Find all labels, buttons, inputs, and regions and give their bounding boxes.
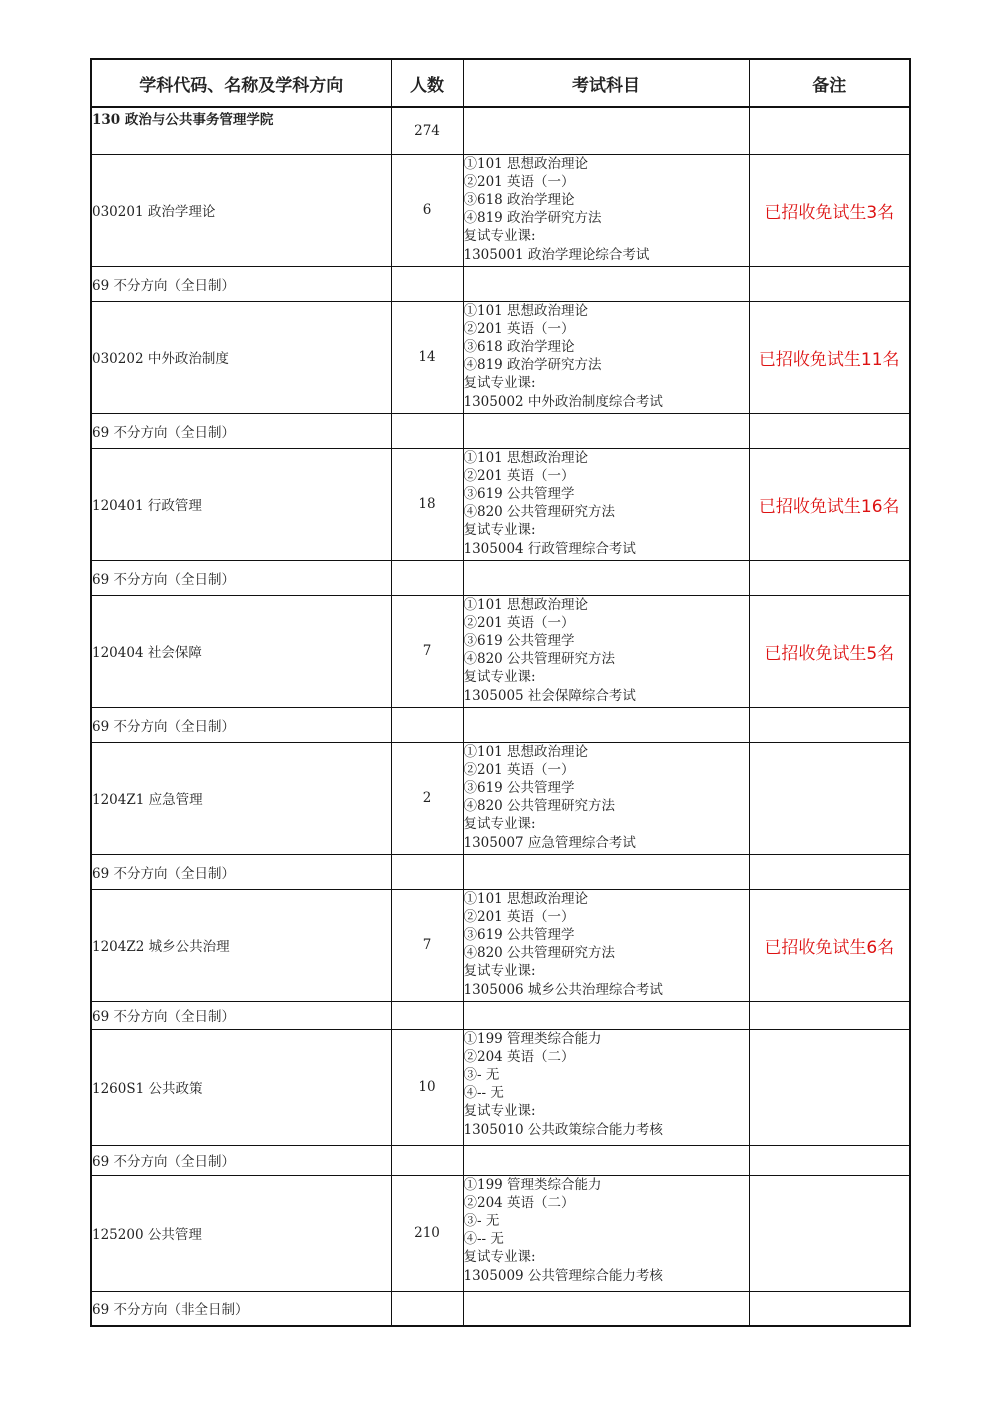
major-name: 120404 社会保障 (91, 595, 391, 707)
major-count: 7 (391, 595, 463, 707)
exam-subject-line: 复试专业课: (463, 228, 536, 245)
empty-cell (391, 1001, 463, 1029)
empty-cell (391, 560, 463, 595)
exam-subject-line: ②204 英语（二） (463, 1194, 575, 1211)
exam-subject-line: ①101 思想政治理论 (463, 743, 589, 760)
exam-subject-line: ④820 公共管理研究方法 (463, 651, 616, 668)
table-row (91, 595, 910, 707)
major-name: 030201 政治学理论 (91, 154, 391, 266)
empty-cell (391, 854, 463, 889)
exam-subject-line: ④-- 无 (463, 1231, 504, 1248)
exam-subject-line: ②201 英语（一） (463, 614, 575, 631)
exam-subject-line: ④819 政治学研究方法 (463, 210, 602, 227)
major-name: 1204Z1 应急管理 (91, 742, 391, 854)
major-count: 14 (391, 301, 463, 413)
department-row (91, 107, 910, 154)
exam-subjects (463, 742, 749, 854)
empty-cell (749, 1291, 910, 1326)
direction-name: 69 不分方向（全日制） (91, 707, 391, 742)
header-subjects: 考试科目 (463, 59, 749, 107)
empty-cell (391, 1291, 463, 1326)
exam-subject-line: 1305007 应急管理综合考试 (463, 834, 636, 851)
empty-cell (749, 707, 910, 742)
header-notes: 备注 (749, 59, 910, 107)
header-row (91, 59, 910, 107)
exam-subject-line: ④-- 无 (463, 1085, 504, 1102)
exam-subject-line: ①101 思想政治理论 (463, 155, 589, 172)
exempt-note: 已招收免试生6名 (749, 889, 910, 1001)
direction-name: 69 不分方向（非全日制） (91, 1291, 391, 1326)
exempt-note: 已招收免试生11名 (749, 301, 910, 413)
exam-subject-line: ④819 政治学研究方法 (463, 357, 602, 374)
exempt-note (749, 1029, 910, 1145)
exam-subject-line: ②201 英语（一） (463, 320, 575, 337)
exam-subjects (463, 301, 749, 413)
exam-subject-line: ②201 英语（一） (463, 467, 575, 484)
empty-cell (391, 707, 463, 742)
empty-cell (749, 1145, 910, 1175)
exam-subject-line: ②201 英语（一） (463, 761, 575, 778)
major-name: 1204Z2 城乡公共治理 (91, 889, 391, 1001)
exam-subject-line: ④820 公共管理研究方法 (463, 798, 616, 815)
empty-cell (391, 413, 463, 448)
direction-row (91, 707, 910, 742)
exam-subject-line: ③619 公共管理学 (463, 485, 575, 502)
empty-cell (749, 560, 910, 595)
direction-row (91, 854, 910, 889)
exam-subject-line: ①199 管理类综合能力 (463, 1030, 602, 1047)
major-count: 210 (391, 1175, 463, 1291)
exam-subject-line: 复试专业课: (463, 963, 536, 980)
major-count: 7 (391, 889, 463, 1001)
exam-subjects (463, 889, 749, 1001)
table-body (91, 107, 910, 1326)
exempt-note: 已招收免试生3名 (749, 154, 910, 266)
exam-subject-line: 1305002 中外政治制度综合考试 (463, 393, 663, 410)
department-name: 130 政治与公共事务管理学院 (91, 107, 391, 154)
exam-subject-line: 1305001 政治学理论综合考试 (463, 246, 650, 263)
exam-subjects (463, 595, 749, 707)
empty-cell (463, 1291, 749, 1326)
table-row (91, 1029, 910, 1145)
exam-subject-line: ①101 思想政治理论 (463, 890, 589, 907)
exam-subject-line: ④820 公共管理研究方法 (463, 504, 616, 521)
major-count: 6 (391, 154, 463, 266)
direction-name: 69 不分方向（全日制） (91, 413, 391, 448)
exam-subject-line: ③619 公共管理学 (463, 632, 575, 649)
exam-subject-line: ③- 无 (463, 1066, 500, 1083)
major-name: 030202 中外政治制度 (91, 301, 391, 413)
empty-cell (463, 1145, 749, 1175)
direction-name: 69 不分方向（全日制） (91, 266, 391, 301)
exam-subject-line: ③618 政治学理论 (463, 338, 575, 355)
empty-cell (463, 560, 749, 595)
empty-cell (463, 707, 749, 742)
exam-subject-line: ③619 公共管理学 (463, 779, 575, 796)
exam-subjects (463, 1029, 749, 1145)
direction-name: 69 不分方向（全日制） (91, 1145, 391, 1175)
exam-subject-line: 1305005 社会保障综合考试 (463, 687, 636, 704)
major-count: 2 (391, 742, 463, 854)
empty-cell (463, 266, 749, 301)
direction-name: 69 不分方向（全日制） (91, 854, 391, 889)
empty-cell (391, 266, 463, 301)
direction-row (91, 1291, 910, 1326)
table-row (91, 742, 910, 854)
direction-row (91, 413, 910, 448)
exam-subject-line: ③- 无 (463, 1212, 500, 1229)
empty-cell (463, 413, 749, 448)
exempt-note: 已招收免试生16名 (749, 448, 910, 560)
exam-subject-line: ②204 英语（二） (463, 1048, 575, 1065)
exam-subject-line: ①101 思想政治理论 (463, 596, 589, 613)
exam-subject-line: 复试专业课: (463, 669, 536, 686)
table-row (91, 448, 910, 560)
major-name: 125200 公共管理 (91, 1175, 391, 1291)
admission-table (90, 58, 911, 1327)
exam-subject-line: ①101 思想政治理论 (463, 449, 589, 466)
exam-subjects (463, 448, 749, 560)
table-row (91, 301, 910, 413)
exam-subject-line: 复试专业课: (463, 816, 536, 833)
major-count: 18 (391, 448, 463, 560)
department-subjects (463, 107, 749, 154)
empty-cell (463, 1001, 749, 1029)
empty-cell (463, 854, 749, 889)
table-row (91, 154, 910, 266)
exempt-note: 已招收免试生5名 (749, 595, 910, 707)
direction-row (91, 266, 910, 301)
empty-cell (749, 1001, 910, 1029)
exam-subject-line: 复试专业课: (463, 1249, 536, 1266)
exam-subject-line: 1305009 公共管理综合能力考核 (463, 1267, 663, 1284)
department-note (749, 107, 910, 154)
major-count: 10 (391, 1029, 463, 1145)
exam-subject-line: ②201 英语（一） (463, 173, 575, 190)
exam-subject-line: 复试专业课: (463, 375, 536, 392)
header-major: 学科代码、名称及学科方向 (91, 59, 391, 107)
empty-cell (749, 413, 910, 448)
exam-subjects (463, 154, 749, 266)
exam-subject-line: 1305004 行政管理综合考试 (463, 540, 636, 557)
major-name: 1260S1 公共政策 (91, 1029, 391, 1145)
exam-subject-line: ④820 公共管理研究方法 (463, 945, 616, 962)
exempt-note (749, 742, 910, 854)
direction-row (91, 1001, 910, 1029)
exam-subjects (463, 1175, 749, 1291)
empty-cell (749, 266, 910, 301)
exam-subject-line: 复试专业课: (463, 522, 536, 539)
exam-subject-line: 1305006 城乡公共治理综合考试 (463, 981, 663, 998)
direction-name: 69 不分方向（全日制） (91, 560, 391, 595)
table-row (91, 889, 910, 1001)
table-row (91, 1175, 910, 1291)
exam-subject-line: 1305010 公共政策综合能力考核 (463, 1121, 663, 1138)
direction-row (91, 560, 910, 595)
exam-subject-line: ②201 英语（一） (463, 908, 575, 925)
department-count: 274 (391, 107, 463, 154)
exam-subject-line: ③618 政治学理论 (463, 191, 575, 208)
empty-cell (391, 1145, 463, 1175)
direction-row (91, 1145, 910, 1175)
empty-cell (749, 854, 910, 889)
exam-subject-line: ③619 公共管理学 (463, 926, 575, 943)
exam-subject-line: ①199 管理类综合能力 (463, 1176, 602, 1193)
direction-name: 69 不分方向（全日制） (91, 1001, 391, 1029)
header-count: 人数 (391, 59, 463, 107)
exempt-note (749, 1175, 910, 1291)
exam-subject-line: 复试专业课: (463, 1103, 536, 1120)
major-name: 120401 行政管理 (91, 448, 391, 560)
exam-subject-line: ①101 思想政治理论 (463, 302, 589, 319)
